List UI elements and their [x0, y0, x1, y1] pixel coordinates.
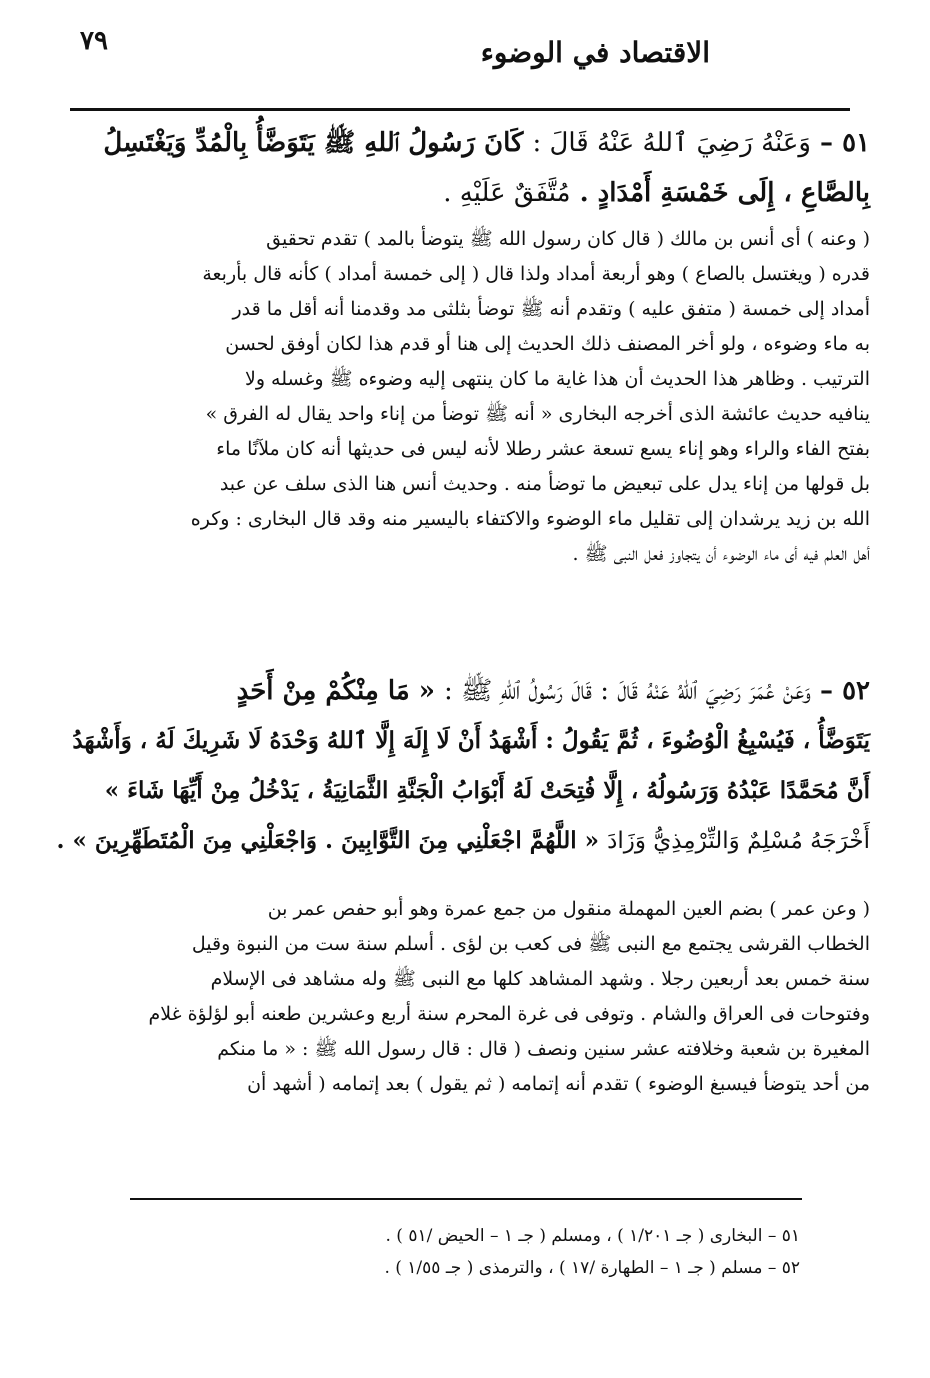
hadith-source: أَخْرَجَهُ مُسْلِمٌ وَالتِّرْمِذِيُّ وَزَادَ — [607, 828, 870, 854]
commentary-51 — [60, 222, 870, 572]
footnote-rule — [130, 1198, 802, 1200]
hadith-text-line: « مَا مِنْكُمْ مِنْ أَحَدٍ — [236, 676, 435, 706]
hadith-text-row — [60, 766, 870, 816]
hadith-52 — [56, 666, 870, 866]
hadith-text-line: بِالصَّاعِ ، إِلَى خَمْسَةِ أَمْدَادٍ . — [579, 178, 870, 208]
hadith-number: ٥٢ – — [820, 676, 870, 706]
footnotes — [80, 1220, 800, 1284]
hadith-text-line: يَتَوَضَّأُ ، فَيُسْبِغُ الْوُضُوءَ ، ثُمَّ يَقُولُ : أَشْهَدُ أَنْ لَا إِلَهَ إِلَّا ٱللهُ وَحْدَهُ لَا شَرِيكَ لَهُ ، وَأَشْهَدُ — [72, 727, 870, 754]
page-number: ٧٩ — [80, 26, 108, 56]
commentary-line: بفتح الفاء والراء وهو إناء يسع تسعة عشر رطلا لأنه ليس فى حديثها أنه كان ملآنًا ماء — [216, 438, 870, 460]
page-header — [60, 18, 870, 78]
commentary-line: قدره ( ويغتسل بالصاع ) وهو أربعة أمداد ولذا قال ( إلى خمسة أمداد ) كأنه قال بأربعة — [202, 263, 870, 285]
hadith-source: مُتَّفَقٌ عَلَيْهِ . — [443, 178, 571, 208]
commentary-52 — [60, 892, 870, 1102]
commentary-line: الخطاب القرشى يجتمع مع النبى ﷺ فى كعب بن لؤى . أسلم سنة ست من النبوة وقيل — [191, 933, 870, 955]
header-rule — [70, 108, 850, 111]
commentary-line: وفتوحات فى العراق والشام . وتوفى فى غرة المحرم سنة أربع وعشرين طعنه أبو لؤلؤة غلام — [148, 1003, 870, 1025]
commentary-line: ( وعنه ) أى أنس بن مالك ( قال كان رسول الله ﷺ يتوضأ بالمد ) تقدم تحقيق — [266, 228, 870, 250]
hadith-attribution: وَعَنْ عُمَرَ رَضِيَ ٱللهُ عَنْهُ قَالَ : قَالَ رَسُولُ ٱللهِ ﷺ : — [444, 676, 811, 706]
hadith-attribution: وَعَنْهُ رَضِيَ ٱللهُ عَنْهُ قَالَ : — [532, 128, 811, 158]
hadith-addition: « اللَّهُمَّ اجْعَلْنِي مِنَ التَّوَّابِينَ . وَاجْعَلْنِي مِنَ الْمُتَطَهِّرِينَ » . — [56, 827, 600, 854]
hadith-number: ٥١ – — [820, 128, 870, 158]
hadith-51 — [60, 118, 870, 218]
commentary-line: من أحد يتوضأ فيسبغ الوضوء ) تقدم أنه إتمامه ( ثم يقول ) بعد إتمامه ( أشهد أن — [247, 1073, 870, 1095]
running-title: الاقتصاد في الوضوء — [480, 36, 710, 69]
commentary-line: ( وعن عمر ) بضم العين المهملة منقول من جمع عمرة وهو أبو حفص عمر بن — [267, 898, 870, 920]
footnote: ٥٢ – مسلم ( جـ ١ – الطهارة /١٧ ) ، والترمذى ( جـ ١/٥٥ ) . — [384, 1258, 800, 1278]
commentary-line: المغيرة بن شعبة وخلافته عشر سنين ونصف ( قال : قال رسول الله ﷺ : « ما منكم — [217, 1038, 870, 1060]
hadith-text-line: أَنَّ مُحَمَّدًا عَبْدُهُ وَرَسُولُهُ ، إِلَّا فُتِحَتْ لَهُ أَبْوَابُ الْجَنَّةِ الثَّمَانِيَةُ ، يَدْخُلُ مِنْ أَيِّهَا شَاءَ » — [104, 777, 870, 804]
commentary-line: أمداد إلى خمسة ( متفق عليه ) وتقدم أنه ﷺ توضأ بثلثى مد وقدمنا أنه أقل ما قدر — [232, 298, 870, 320]
commentary-line: أهل العلم فيه أى ماء الوضوء أن يتجاوز فعل النبى ﷺ . — [572, 543, 870, 565]
commentary-line: بل قولها من إناء يدل على تبعيض ما توضأ منه . وحديث أنس هنا الذى سلف عن عبد — [219, 473, 870, 495]
commentary-line: الترتيب . وظاهر هذا الحديث أن هذا غاية ما كان ينتهى إليه وضوءه ﷺ وغسله ولا — [244, 368, 870, 390]
hadith-text-row — [56, 816, 870, 866]
commentary-line: ينافيه حديث عائشة الذى أخرجه البخارى « أنه ﷺ توضأ من إناء واحد يقال له الفرق » — [205, 403, 870, 425]
commentary-line: به ماء وضوءه ، ولو أخر المصنف ذلك الحديث إلى هنا أو قدم هذا لكان أوفق لحسن — [225, 333, 870, 355]
hadith-text-row — [60, 716, 870, 766]
commentary-line: الله بن زيد يرشدان إلى تقليل ماء الوضوء والاكتفاء باليسير منه وقد قال البخارى : وكره — [190, 508, 870, 530]
footnote: ٥١ – البخارى ( جـ ١/٢٠١ ) ، ومسلم ( جـ ١ – الحيض /٥١ ) . — [385, 1226, 800, 1246]
hadith-text-line: كَانَ رَسُولُ ٱللهِ ﷺ يَتَوَضَّأُ بِالْمُدِّ وَيَغْتَسِلُ — [103, 128, 524, 158]
commentary-line: سنة خمس بعد أربعين رجلا . وشهد المشاهد كلها مع النبى ﷺ وله مشاهد فى الإسلام — [210, 968, 870, 990]
